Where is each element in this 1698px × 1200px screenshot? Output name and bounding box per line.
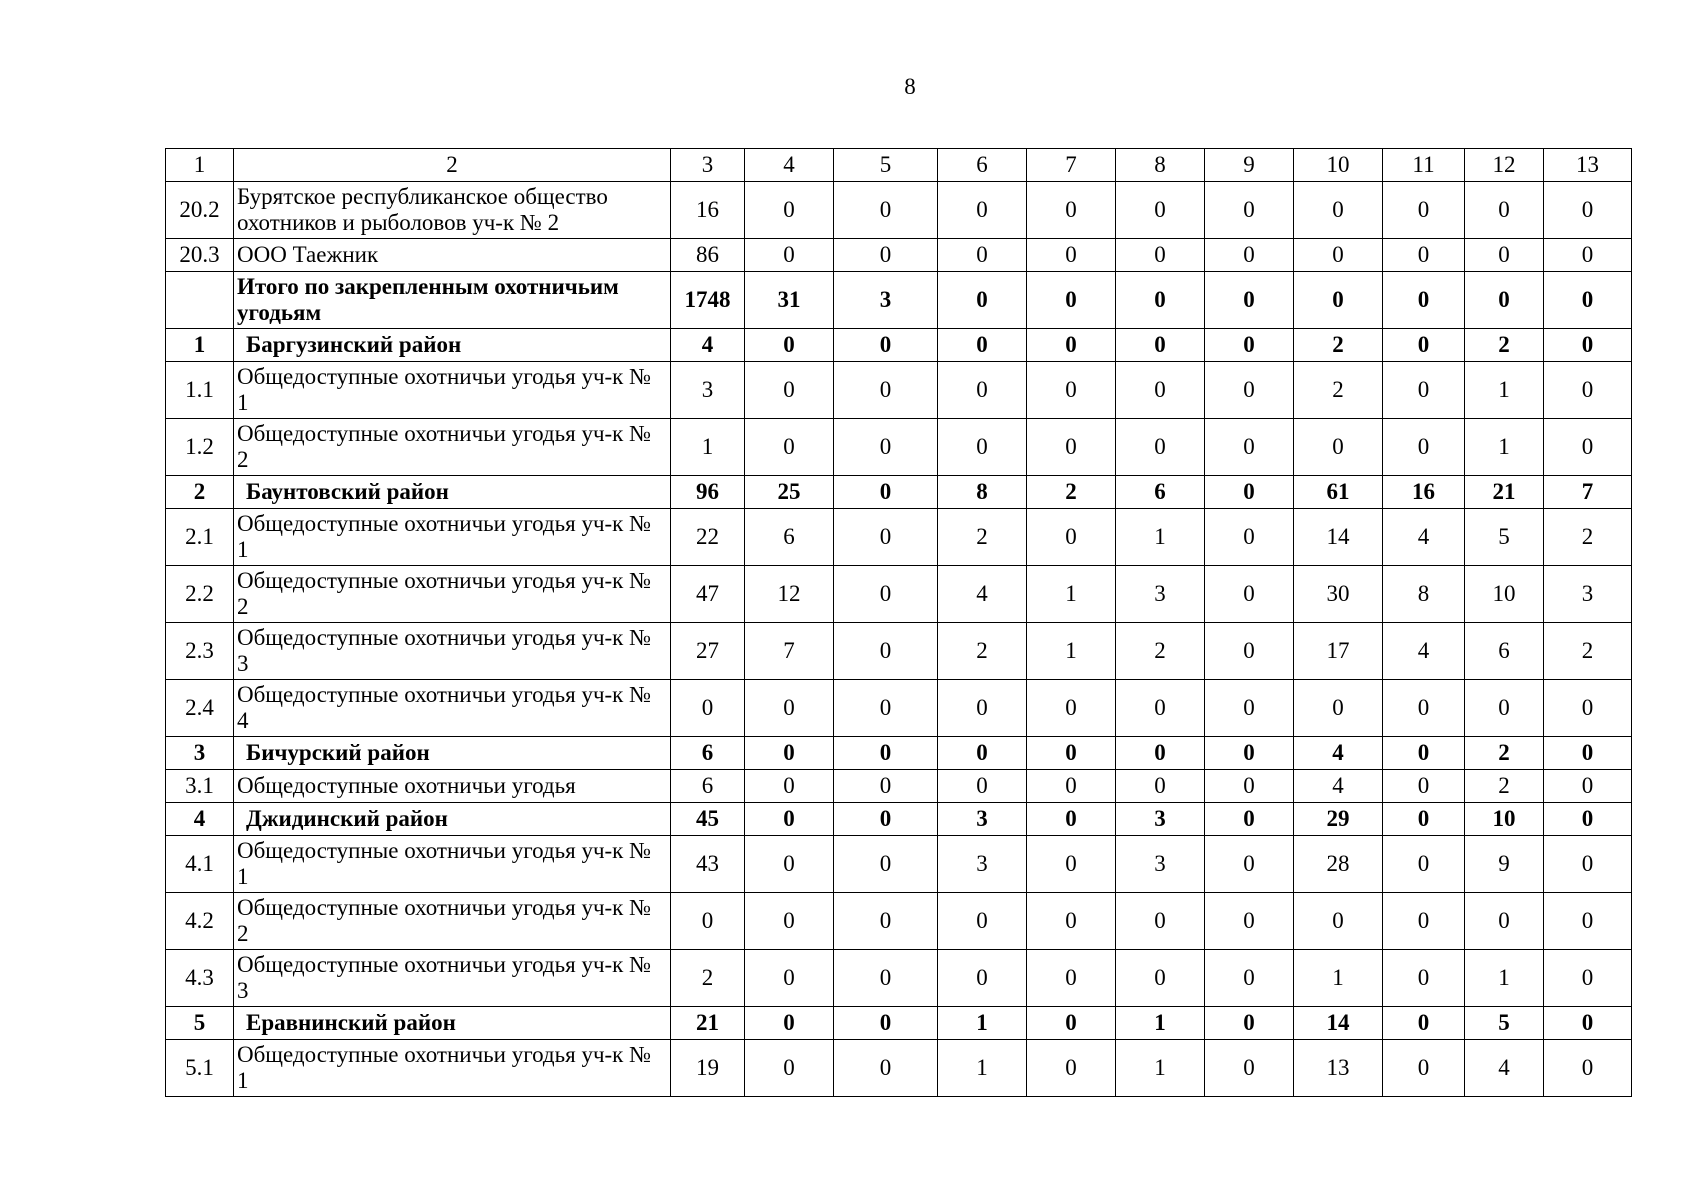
row-name-cell: Еравнинский район [234, 1007, 671, 1040]
value-cell: 0 [1205, 362, 1294, 419]
value-cell: 0 [1027, 239, 1116, 272]
value-cell: 4 [1294, 770, 1383, 803]
column-header: 9 [1205, 149, 1294, 182]
value-cell: 0 [1465, 680, 1544, 737]
value-cell: 0 [745, 1007, 834, 1040]
value-cell: 0 [1116, 680, 1205, 737]
value-cell: 0 [938, 893, 1027, 950]
value-cell: 61 [1294, 476, 1383, 509]
row-name-cell: Общедоступные охотничьи угодья уч-к № 2 [234, 893, 671, 950]
row-name-cell: Общедоступные охотничьи угодья [234, 770, 671, 803]
row-name-cell: Общедоступные охотничьи угодья уч-к № 1 [234, 362, 671, 419]
table-row [166, 419, 1632, 476]
value-cell: 31 [745, 272, 834, 329]
value-cell: 0 [1383, 803, 1465, 836]
value-cell: 0 [1205, 239, 1294, 272]
row-name-cell: Общедоступные охотничьи угодья уч-к № 2 [234, 419, 671, 476]
value-cell: 0 [1294, 182, 1383, 239]
value-cell: 0 [1116, 362, 1205, 419]
value-cell: 10 [1465, 803, 1544, 836]
column-header: 11 [1383, 149, 1465, 182]
value-cell: 1748 [671, 272, 745, 329]
value-cell: 0 [834, 950, 938, 1007]
value-cell: 6 [671, 737, 745, 770]
row-number-cell: 20.3 [166, 239, 234, 272]
value-cell: 0 [1116, 419, 1205, 476]
value-cell: 0 [745, 419, 834, 476]
table-row [166, 836, 1632, 893]
value-cell: 0 [938, 182, 1027, 239]
value-cell: 3 [938, 836, 1027, 893]
value-cell: 0 [1383, 836, 1465, 893]
value-cell: 1 [938, 1007, 1027, 1040]
value-cell: 2 [1116, 623, 1205, 680]
column-header: 12 [1465, 149, 1544, 182]
value-cell: 7 [745, 623, 834, 680]
table-row [166, 182, 1632, 239]
value-cell: 2 [1465, 329, 1544, 362]
column-header: 7 [1027, 149, 1116, 182]
value-cell: 0 [1544, 680, 1632, 737]
value-cell: 0 [1027, 362, 1116, 419]
value-cell: 0 [834, 419, 938, 476]
value-cell: 0 [834, 836, 938, 893]
value-cell: 0 [834, 680, 938, 737]
value-cell: 0 [1383, 770, 1465, 803]
value-cell: 0 [1205, 272, 1294, 329]
value-cell: 0 [1205, 950, 1294, 1007]
value-cell: 0 [745, 737, 834, 770]
value-cell: 0 [745, 950, 834, 1007]
value-cell: 0 [1205, 623, 1294, 680]
value-cell: 2 [1027, 476, 1116, 509]
value-cell: 27 [671, 623, 745, 680]
row-name-cell: Баунтовский район [234, 476, 671, 509]
value-cell: 1 [1116, 1007, 1205, 1040]
value-cell: 0 [1116, 272, 1205, 329]
value-cell: 2 [1294, 329, 1383, 362]
value-cell: 0 [938, 680, 1027, 737]
table-row [166, 1040, 1632, 1097]
value-cell: 0 [745, 803, 834, 836]
value-cell: 0 [1294, 272, 1383, 329]
table-row [166, 950, 1632, 1007]
value-cell: 0 [1027, 737, 1116, 770]
value-cell: 0 [1205, 680, 1294, 737]
value-cell: 0 [1116, 893, 1205, 950]
value-cell: 4 [671, 329, 745, 362]
row-number-cell: 5.1 [166, 1040, 234, 1097]
value-cell: 0 [1383, 680, 1465, 737]
column-header: 4 [745, 149, 834, 182]
value-cell: 0 [1383, 737, 1465, 770]
row-name-cell: Бурятское республиканское общество охотников и рыболовов уч-к № 2 [234, 182, 671, 239]
value-cell: 0 [745, 770, 834, 803]
value-cell: 8 [1383, 566, 1465, 623]
row-number-cell: 3.1 [166, 770, 234, 803]
value-cell: 0 [1544, 1007, 1632, 1040]
value-cell: 0 [1205, 182, 1294, 239]
value-cell: 0 [834, 566, 938, 623]
value-cell: 0 [834, 362, 938, 419]
value-cell: 0 [1205, 836, 1294, 893]
table-row-total [166, 803, 1632, 836]
value-cell: 0 [1465, 893, 1544, 950]
value-cell: 0 [1383, 182, 1465, 239]
value-cell: 0 [1205, 419, 1294, 476]
value-cell: 0 [1383, 272, 1465, 329]
row-number-cell: 2.1 [166, 509, 234, 566]
value-cell: 16 [1383, 476, 1465, 509]
row-name-cell: Итого по закрепленным охотничьим угодьям [234, 272, 671, 329]
value-cell: 0 [1027, 770, 1116, 803]
column-header: 5 [834, 149, 938, 182]
value-cell: 0 [1027, 182, 1116, 239]
value-cell: 8 [938, 476, 1027, 509]
row-number-cell: 1 [166, 329, 234, 362]
value-cell: 3 [1116, 566, 1205, 623]
value-cell: 0 [1465, 272, 1544, 329]
row-name-cell: Общедоступные охотничьи угодья уч-к № 1 [234, 836, 671, 893]
value-cell: 0 [1205, 566, 1294, 623]
value-cell: 1 [1465, 950, 1544, 1007]
value-cell: 0 [938, 950, 1027, 1007]
value-cell: 0 [671, 893, 745, 950]
value-cell: 0 [1116, 182, 1205, 239]
value-cell: 0 [1027, 1007, 1116, 1040]
value-cell: 3 [938, 803, 1027, 836]
table-body [166, 149, 1632, 1097]
value-cell: 0 [1205, 737, 1294, 770]
value-cell: 0 [1205, 770, 1294, 803]
value-cell: 1 [1027, 623, 1116, 680]
column-header: 8 [1116, 149, 1205, 182]
value-cell: 0 [938, 770, 1027, 803]
value-cell: 6 [745, 509, 834, 566]
value-cell: 0 [834, 1007, 938, 1040]
row-name-cell: Общедоступные охотничьи угодья уч-к № 1 [234, 509, 671, 566]
value-cell: 0 [1383, 893, 1465, 950]
value-cell: 0 [1205, 893, 1294, 950]
value-cell: 17 [1294, 623, 1383, 680]
value-cell: 0 [834, 770, 938, 803]
value-cell: 2 [938, 509, 1027, 566]
value-cell: 0 [938, 419, 1027, 476]
value-cell: 0 [1544, 836, 1632, 893]
row-number-cell: 2.3 [166, 623, 234, 680]
value-cell: 2 [671, 950, 745, 1007]
value-cell: 47 [671, 566, 745, 623]
value-cell: 0 [938, 329, 1027, 362]
value-cell: 14 [1294, 509, 1383, 566]
row-number-cell: 5 [166, 1007, 234, 1040]
value-cell: 0 [834, 803, 938, 836]
value-cell: 0 [1205, 329, 1294, 362]
row-name-cell: Общедоступные охотничьи угодья уч-к № 4 [234, 680, 671, 737]
value-cell: 0 [1027, 950, 1116, 1007]
row-number-cell: 20.2 [166, 182, 234, 239]
value-cell: 3 [1116, 836, 1205, 893]
value-cell: 3 [834, 272, 938, 329]
value-cell: 0 [1205, 803, 1294, 836]
value-cell: 0 [1465, 182, 1544, 239]
table-row [166, 623, 1632, 680]
value-cell: 45 [671, 803, 745, 836]
value-cell: 0 [745, 893, 834, 950]
value-cell: 0 [834, 737, 938, 770]
value-cell: 0 [834, 476, 938, 509]
value-cell: 0 [1544, 272, 1632, 329]
value-cell: 0 [1205, 509, 1294, 566]
table-row [166, 509, 1632, 566]
value-cell: 0 [1544, 329, 1632, 362]
value-cell: 0 [1383, 329, 1465, 362]
column-header: 6 [938, 149, 1027, 182]
row-number-cell: 4.3 [166, 950, 234, 1007]
value-cell: 0 [1383, 1007, 1465, 1040]
value-cell: 0 [1116, 239, 1205, 272]
value-cell: 0 [938, 737, 1027, 770]
column-header: 10 [1294, 149, 1383, 182]
value-cell: 0 [1544, 770, 1632, 803]
value-cell: 0 [1383, 239, 1465, 272]
table-row-total [166, 1007, 1632, 1040]
value-cell: 0 [1116, 770, 1205, 803]
value-cell: 12 [745, 566, 834, 623]
value-cell: 0 [1027, 509, 1116, 566]
value-cell: 0 [1294, 419, 1383, 476]
table-row-total [166, 476, 1632, 509]
value-cell: 0 [834, 893, 938, 950]
value-cell: 0 [834, 1040, 938, 1097]
row-number-cell: 1.2 [166, 419, 234, 476]
value-cell: 0 [834, 509, 938, 566]
value-cell: 30 [1294, 566, 1383, 623]
value-cell: 1 [938, 1040, 1027, 1097]
value-cell: 0 [834, 623, 938, 680]
value-cell: 0 [1544, 239, 1632, 272]
value-cell: 9 [1465, 836, 1544, 893]
value-cell: 0 [1027, 893, 1116, 950]
row-name-cell: Общедоступные охотничьи угодья уч-к № 1 [234, 1040, 671, 1097]
value-cell: 6 [671, 770, 745, 803]
value-cell: 2 [1294, 362, 1383, 419]
value-cell: 0 [834, 329, 938, 362]
value-cell: 5 [1465, 1007, 1544, 1040]
value-cell: 0 [1116, 329, 1205, 362]
table-row-total [166, 272, 1632, 329]
value-cell: 1 [1027, 566, 1116, 623]
value-cell: 0 [1027, 1040, 1116, 1097]
value-cell: 0 [1027, 836, 1116, 893]
value-cell: 1 [1465, 419, 1544, 476]
value-cell: 0 [671, 680, 745, 737]
value-cell: 0 [938, 362, 1027, 419]
table-row-total [166, 329, 1632, 362]
value-cell: 21 [671, 1007, 745, 1040]
value-cell: 6 [1465, 623, 1544, 680]
value-cell: 13 [1294, 1040, 1383, 1097]
value-cell: 0 [1205, 476, 1294, 509]
value-cell: 0 [834, 182, 938, 239]
value-cell: 0 [1544, 362, 1632, 419]
row-number-cell: 1.1 [166, 362, 234, 419]
value-cell: 96 [671, 476, 745, 509]
value-cell: 14 [1294, 1007, 1383, 1040]
row-name-cell: Баргузинский район [234, 329, 671, 362]
column-header: 2 [234, 149, 671, 182]
column-number-row [166, 149, 1632, 182]
value-cell: 0 [1294, 680, 1383, 737]
value-cell: 0 [745, 1040, 834, 1097]
value-cell: 4 [1294, 737, 1383, 770]
row-number-cell: 2 [166, 476, 234, 509]
value-cell: 29 [1294, 803, 1383, 836]
value-cell: 0 [1544, 1040, 1632, 1097]
column-header: 13 [1544, 149, 1632, 182]
value-cell: 5 [1465, 509, 1544, 566]
value-cell: 19 [671, 1040, 745, 1097]
value-cell: 0 [1544, 419, 1632, 476]
value-cell: 1 [671, 419, 745, 476]
value-cell: 3 [1116, 803, 1205, 836]
value-cell: 0 [1116, 737, 1205, 770]
row-number-cell: 3 [166, 737, 234, 770]
column-header: 3 [671, 149, 745, 182]
column-header: 1 [166, 149, 234, 182]
value-cell: 43 [671, 836, 745, 893]
value-cell: 2 [1544, 623, 1632, 680]
value-cell: 0 [1544, 737, 1632, 770]
value-cell: 6 [1116, 476, 1205, 509]
table-row [166, 893, 1632, 950]
hunting-grounds-table [165, 148, 1632, 1097]
row-name-cell: Общедоступные охотничьи угодья уч-к № 2 [234, 566, 671, 623]
value-cell: 86 [671, 239, 745, 272]
table-row [166, 770, 1632, 803]
row-number-cell: 4 [166, 803, 234, 836]
value-cell: 3 [1544, 566, 1632, 623]
value-cell: 2 [1465, 737, 1544, 770]
value-cell: 7 [1544, 476, 1632, 509]
value-cell: 0 [1294, 893, 1383, 950]
value-cell: 2 [1465, 770, 1544, 803]
value-cell: 0 [1205, 1040, 1294, 1097]
value-cell: 28 [1294, 836, 1383, 893]
value-cell: 4 [1383, 509, 1465, 566]
row-name-cell: Бичурский район [234, 737, 671, 770]
value-cell: 0 [1383, 419, 1465, 476]
value-cell: 22 [671, 509, 745, 566]
value-cell: 25 [745, 476, 834, 509]
value-cell: 0 [745, 362, 834, 419]
row-name-cell: Джидинский район [234, 803, 671, 836]
value-cell: 0 [1027, 680, 1116, 737]
value-cell: 0 [938, 272, 1027, 329]
value-cell: 0 [1027, 419, 1116, 476]
value-cell: 1 [1465, 362, 1544, 419]
row-name-cell: Общедоступные охотничьи угодья уч-к № 3 [234, 623, 671, 680]
table-row [166, 239, 1632, 272]
value-cell: 0 [1383, 950, 1465, 1007]
value-cell: 3 [671, 362, 745, 419]
value-cell: 0 [1544, 950, 1632, 1007]
value-cell: 0 [745, 239, 834, 272]
row-number-cell [166, 272, 234, 329]
value-cell: 4 [1383, 623, 1465, 680]
value-cell: 0 [1544, 182, 1632, 239]
value-cell: 0 [1465, 239, 1544, 272]
value-cell: 0 [1544, 803, 1632, 836]
value-cell: 2 [1544, 509, 1632, 566]
value-cell: 0 [1205, 1007, 1294, 1040]
row-number-cell: 2.2 [166, 566, 234, 623]
table-row [166, 362, 1632, 419]
value-cell: 0 [745, 329, 834, 362]
value-cell: 0 [938, 239, 1027, 272]
value-cell: 0 [834, 239, 938, 272]
value-cell: 0 [745, 680, 834, 737]
value-cell: 1 [1116, 509, 1205, 566]
value-cell: 0 [745, 182, 834, 239]
row-name-cell: ООО Таежник [234, 239, 671, 272]
value-cell: 0 [1544, 893, 1632, 950]
value-cell: 0 [1027, 803, 1116, 836]
row-number-cell: 4.1 [166, 836, 234, 893]
row-name-cell: Общедоступные охотничьи угодья уч-к № 3 [234, 950, 671, 1007]
value-cell: 0 [745, 836, 834, 893]
page-number: 8 [904, 74, 916, 99]
value-cell: 21 [1465, 476, 1544, 509]
value-cell: 0 [1294, 239, 1383, 272]
table-row-total [166, 737, 1632, 770]
value-cell: 4 [938, 566, 1027, 623]
value-cell: 4 [1465, 1040, 1544, 1097]
value-cell: 10 [1465, 566, 1544, 623]
value-cell: 0 [1116, 950, 1205, 1007]
table-row [166, 566, 1632, 623]
value-cell: 2 [938, 623, 1027, 680]
value-cell: 16 [671, 182, 745, 239]
table-row [166, 680, 1632, 737]
value-cell: 0 [1027, 329, 1116, 362]
value-cell: 1 [1116, 1040, 1205, 1097]
row-number-cell: 2.4 [166, 680, 234, 737]
value-cell: 1 [1294, 950, 1383, 1007]
value-cell: 0 [1383, 1040, 1465, 1097]
value-cell: 0 [1383, 362, 1465, 419]
row-number-cell: 4.2 [166, 893, 234, 950]
value-cell: 0 [1027, 272, 1116, 329]
